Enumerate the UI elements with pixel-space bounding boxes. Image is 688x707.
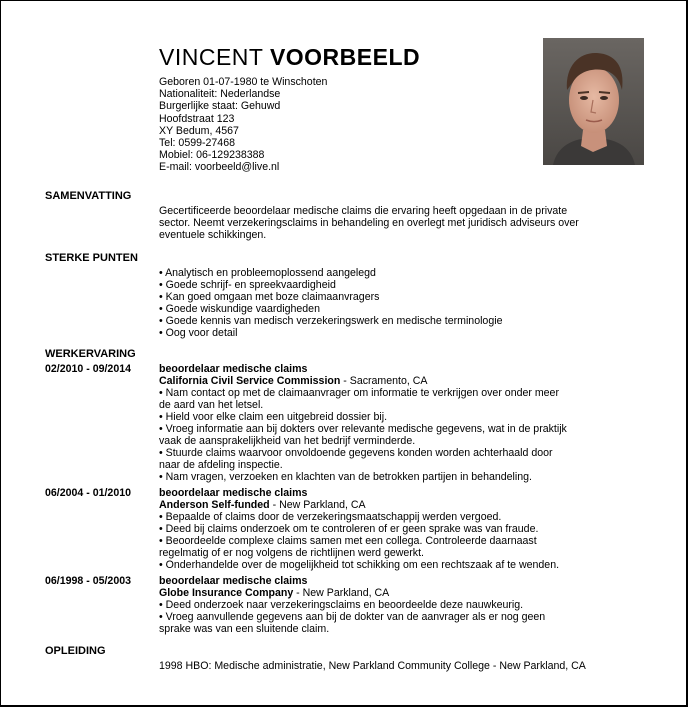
list-item: • Analytisch en probleemoplossend aangelegd [159, 267, 376, 279]
job-line: • Deed bij claims onderzoek om te controleren of er geen sprake was van fraude. [159, 523, 539, 535]
contact-line: Tel: 0599-27468 [159, 137, 235, 150]
job-line: • Nam contact op met de claimaanvrager om informatie te verkrijgen over onder meer [159, 387, 559, 399]
contact-line: Nationaliteit: Nederlandse [159, 88, 281, 101]
job-title: beoordelaar medische claims [159, 575, 308, 587]
job-content [159, 487, 639, 571]
contact-line: Hoofdstraat 123 [159, 112, 235, 125]
job-line: de aard van het letsel. [159, 399, 264, 411]
section-title: STERKE PUNTEN [45, 252, 138, 264]
section-title: SAMENVATTING [45, 190, 132, 202]
job-dates: 06/2004 - 01/2010 [45, 487, 132, 499]
job-line: • Vroeg informatie aan bij dokters over relevante medische gegevens, wat in de praktijk [159, 423, 567, 435]
contact-details [159, 76, 519, 174]
job-line: • Nam vragen, verzoeken en klachten van de betrokken partijen in behandeling. [159, 471, 532, 483]
education-text [159, 660, 659, 672]
job-content [159, 575, 639, 635]
education-line: 1998 HBO: Medische administratie, New Parkland Community College - New Parkland, CA [159, 660, 586, 672]
job-title: beoordelaar medische claims [159, 363, 308, 375]
section-title: WERKERVARING [45, 348, 136, 360]
job-dates: 06/1998 - 05/2003 [45, 575, 132, 587]
job-company-line [159, 375, 639, 387]
job-line: vaak de aansprakelijkheid van het bedrijf verminderde. [159, 435, 416, 447]
list-item: • Oog voor detail [159, 327, 238, 339]
contact-line: Mobiel: 06-129238388 [159, 149, 265, 162]
contact-line: Burgerlijke staat: Gehuwd [159, 100, 281, 113]
strengths-list [159, 267, 649, 339]
summary-line: Gecertificeerde beoordelaar medische claims die ervaring heeft opgedaan in de private [159, 205, 568, 217]
company-location: - Sacramento, CA [340, 375, 428, 387]
job-line: • Hield voor elke claim een uitgebreid dossier bij. [159, 411, 388, 423]
job-line: • Stuurde claims waarvoor onvoldoende gegevens konden worden achterhaald door [159, 447, 553, 459]
job-content [159, 363, 639, 483]
job-company-line [159, 499, 639, 511]
job-title: beoordelaar medische claims [159, 487, 308, 499]
summary-text [159, 205, 649, 241]
company-name: California Civil Service Commission [159, 375, 341, 387]
company-location: - New Parkland, CA [293, 587, 390, 599]
first-name: VINCENT [159, 44, 264, 70]
job-line: • Beoordeelde complexe claims samen met een collega. Controleerde daarnaast [159, 535, 537, 547]
job-line: • Onderhandelde over de mogelijkheid tot schikking om een rechtszaak af te wenden. [159, 559, 560, 571]
candidate-name [159, 44, 420, 70]
job-line: • Deed onderzoek naar verzekeringsclaims en beoordeelde deze nauwkeurig. [159, 599, 524, 611]
job-line: naar de afdeling inspectie. [159, 459, 283, 471]
company-location: - New Parkland, CA [269, 499, 366, 511]
company-name: Anderson Self-funded [159, 499, 270, 511]
job-line: • Vroeg aanvullende gegevens aan bij de dokter van de aanvrager als er nog geen [159, 611, 546, 623]
summary-line: eventuele schikkingen. [159, 229, 267, 241]
job-line: sprake was van een sluitende claim. [159, 623, 330, 635]
list-item: • Goede wiskundige vaardigheden [159, 303, 320, 315]
contact-line: E-mail: voorbeeld@live.nl [159, 161, 280, 174]
summary-line: sector. Neemt verzekeringsclaims in behandeling en overlegt met juridisch adviseurs over [159, 217, 579, 229]
list-item: • Goede kennis van medisch verzekeringswerk en medische terminologie [159, 315, 503, 327]
job-line: • Bepaalde of claims door de verzekeringsmaatschappij werden vergoed. [159, 511, 502, 523]
company-name: Globe Insurance Company [159, 587, 294, 599]
job-dates: 02/2010 - 09/2014 [45, 363, 132, 375]
section-title: OPLEIDING [45, 645, 106, 657]
list-item: • Goede schrijf- en spreekvaardigheid [159, 279, 336, 291]
contact-line: Geboren 01-07-1980 te Winschoten [159, 76, 328, 88]
last-name: VOORBEELD [269, 44, 421, 70]
profile-photo [543, 38, 644, 165]
job-line: regelmatig of er nog volgens de richtlijnen werd gewerkt. [159, 547, 424, 559]
contact-line: XY Bedum, 4567 [159, 124, 239, 137]
list-item: • Kan goed omgaan met boze claimaanvragers [159, 291, 380, 303]
job-company-line [159, 587, 639, 599]
